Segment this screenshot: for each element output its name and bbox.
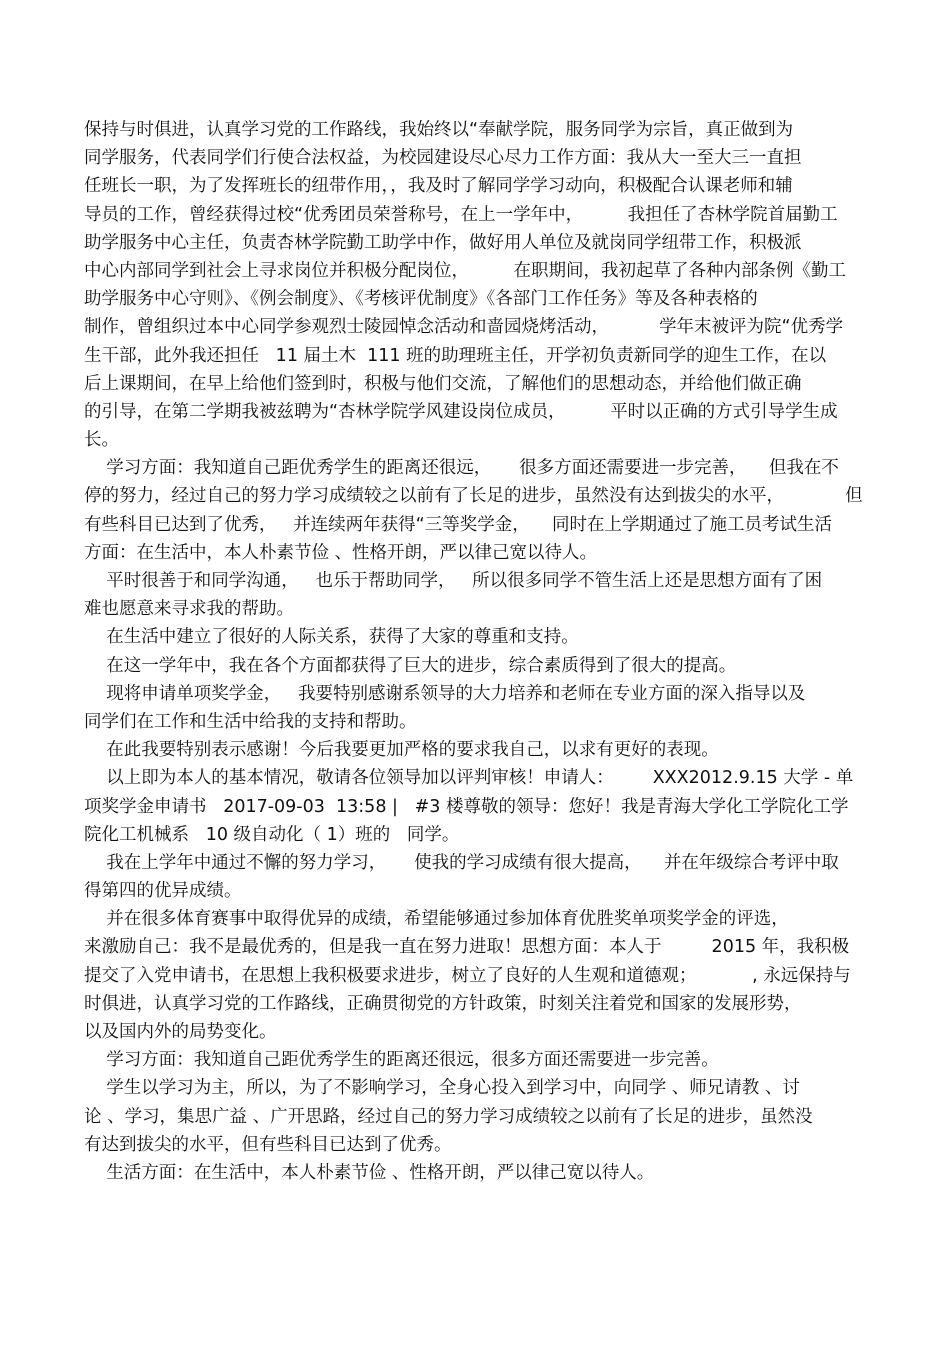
text-line: 保持与时俱进，认真学习党的工作路线，我始终以“奉献学院，服务同学为宗旨，真正做到为 <box>84 120 794 140</box>
text-line: 时俱进，认真学习党的工作路线，正确贯彻党的方针政策，时刻关注着党和国家的发展形势， <box>84 993 802 1014</box>
text-line: 来激励自己：我不是最优秀的，但是我一直在努力进取！思想方面：本人于 2015 年，我积极 <box>84 937 850 958</box>
text-line: 长。 <box>84 430 119 451</box>
text-line: 有达到拔尖的水平，但有些科目已达到了优秀。 <box>84 1134 452 1155</box>
text-line: 现将申请单项奖学金， 我要特别感谢系领导的大力培养和老师在专业方面的深入指导以及 <box>84 683 806 704</box>
text-line: 同学们在工作和生活中给我的支持和帮助。 <box>84 711 417 732</box>
text-line: 以上即为本人的基本情况，敬请各位领导加以评判审核！申请人： XXX2012.9.15 大学 - 单 <box>84 768 854 789</box>
text-line: 我在上学年中通过不懈的努力学习， 使我的学习成绩有很大提高， 并在年级综合考评中取 <box>84 852 839 873</box>
text-line: 在此我要特别表示感谢！今后我要更加严格的要求我自己，以求有更好的表现。 <box>84 740 719 761</box>
text-line: 难也愿意来寻求我的帮助。 <box>84 599 294 620</box>
text-line: 停的努力，经过自己的努力学习成绩较之以前有了长足的进步，虽然没有达到拔尖的水平， 但 <box>84 486 863 507</box>
text-line: 助学服务中心主任，负责杏林学院勤工助学中作，做好用人单位及就岗同学纽带工作，积极派 <box>84 232 802 253</box>
text-line: 助学服务中心守则》、《例会制度》、《考核评优制度》《各部门工作任务》等及各种表格的 <box>84 289 758 310</box>
text-line: 后上课期间，在早上给他们签到时，积极与他们交流，了解他们的思想动态，并给他们做正确 <box>84 373 802 394</box>
text-line: 提交了入党申请书，在思想上我积极要求进步，树立了良好的人生观和道德观； , 永远保持与 <box>84 965 851 986</box>
text-line: 项奖学金申请书 2017-09-03 13:58 | #3 楼尊敬的领导：您好！我是青海大学化工学院化工学 <box>84 796 849 817</box>
text-line: 以及国内外的局势变化。 <box>84 1022 277 1042</box>
text-line: 学习方面：我知道自己距优秀学生的距离还很远， 很多方面还需要进一步完善， 但我在不 <box>84 458 839 479</box>
text-line: 导员的工作，曾经获得过校“优秀团员荣誉称号，在上一学年中， 我担任了杏林学院首届勤工 <box>84 204 838 225</box>
text-line: 方面：在生活中，本人朴素节俭 、性格开朗，严以律己宽以待人。 <box>84 542 598 563</box>
text-line: 平时很善于和同学沟通， 也乐于帮助同学， 所以很多同学不管生活上还是思想方面有了困 <box>84 571 823 591</box>
text-line: 并在很多体育赛事中取得优异的成绩，希望能够通过参加体育优胜奖单项奖学金的评选， <box>84 909 789 930</box>
text-line: 论 、学习，集思广益 、广开思路，经过自己的努力学习成绩较之以前有了长足的进步，虽然没 <box>84 1106 813 1127</box>
text-line: 有些科目已达到了优秀， 并连续两年获得“三等奖学金， 同时在上学期通过了施工员考试生活 <box>84 514 833 535</box>
text-line: 得第四的优异成绩。 <box>84 881 242 902</box>
text-line: 生活方面：在生活中，本人朴素节俭 、性格开朗，严以律己宽以待人。 <box>84 1162 655 1183</box>
text-line: 在生活中建立了很好的人际关系，获得了大家的尊重和支持。 <box>84 627 579 648</box>
text-line: 中心内部同学到社会上寻求岗位并积极分配岗位， 在职期间，我初起草了各种内部条例《勤工 <box>84 260 846 281</box>
text-line: 的引导，在第二学期我被兹聘为“杏林学院学风建设岗位成员， 平时以正确的方式引导学生成 <box>84 401 838 422</box>
text-line: 同学服务，代表同学们行使合法权益，为校园建设尽心尽力工作方面：我从大一至大三一直担 <box>84 148 802 169</box>
text-line: 任班长一职，为了发挥班长的纽带作用，，我及时了解同学学习动向，积极配合认课老师和辅 <box>84 176 793 197</box>
document-body <box>84 116 874 1187</box>
text-line: 学习方面：我知道自己距优秀学生的距离还很远，很多方面还需要进一步完善。 <box>84 1050 719 1071</box>
text-line: 在这一学年中，我在各个方面都获得了巨大的进步，综合素质得到了很大的提高。 <box>84 655 737 676</box>
text-line: 制作，曾组织过本中心同学参观烈士陵园悼念活动和啬园烧烤活动， 学年末被评为院“优秀学 <box>84 317 844 338</box>
text-line: 院化工机械系 10 级自动化（ 1）班的 同学。 <box>84 824 460 845</box>
text-line: 生干部，此外我还担任 11 届土木 111 班的助理班主任，开学初负责新同学的迎生工作，在以 <box>84 345 827 366</box>
text-line: 学生以学习为主，所以，为了不影响学习，全身心投入到学习中，向同学 、师兄请教 、讨 <box>84 1078 800 1099</box>
